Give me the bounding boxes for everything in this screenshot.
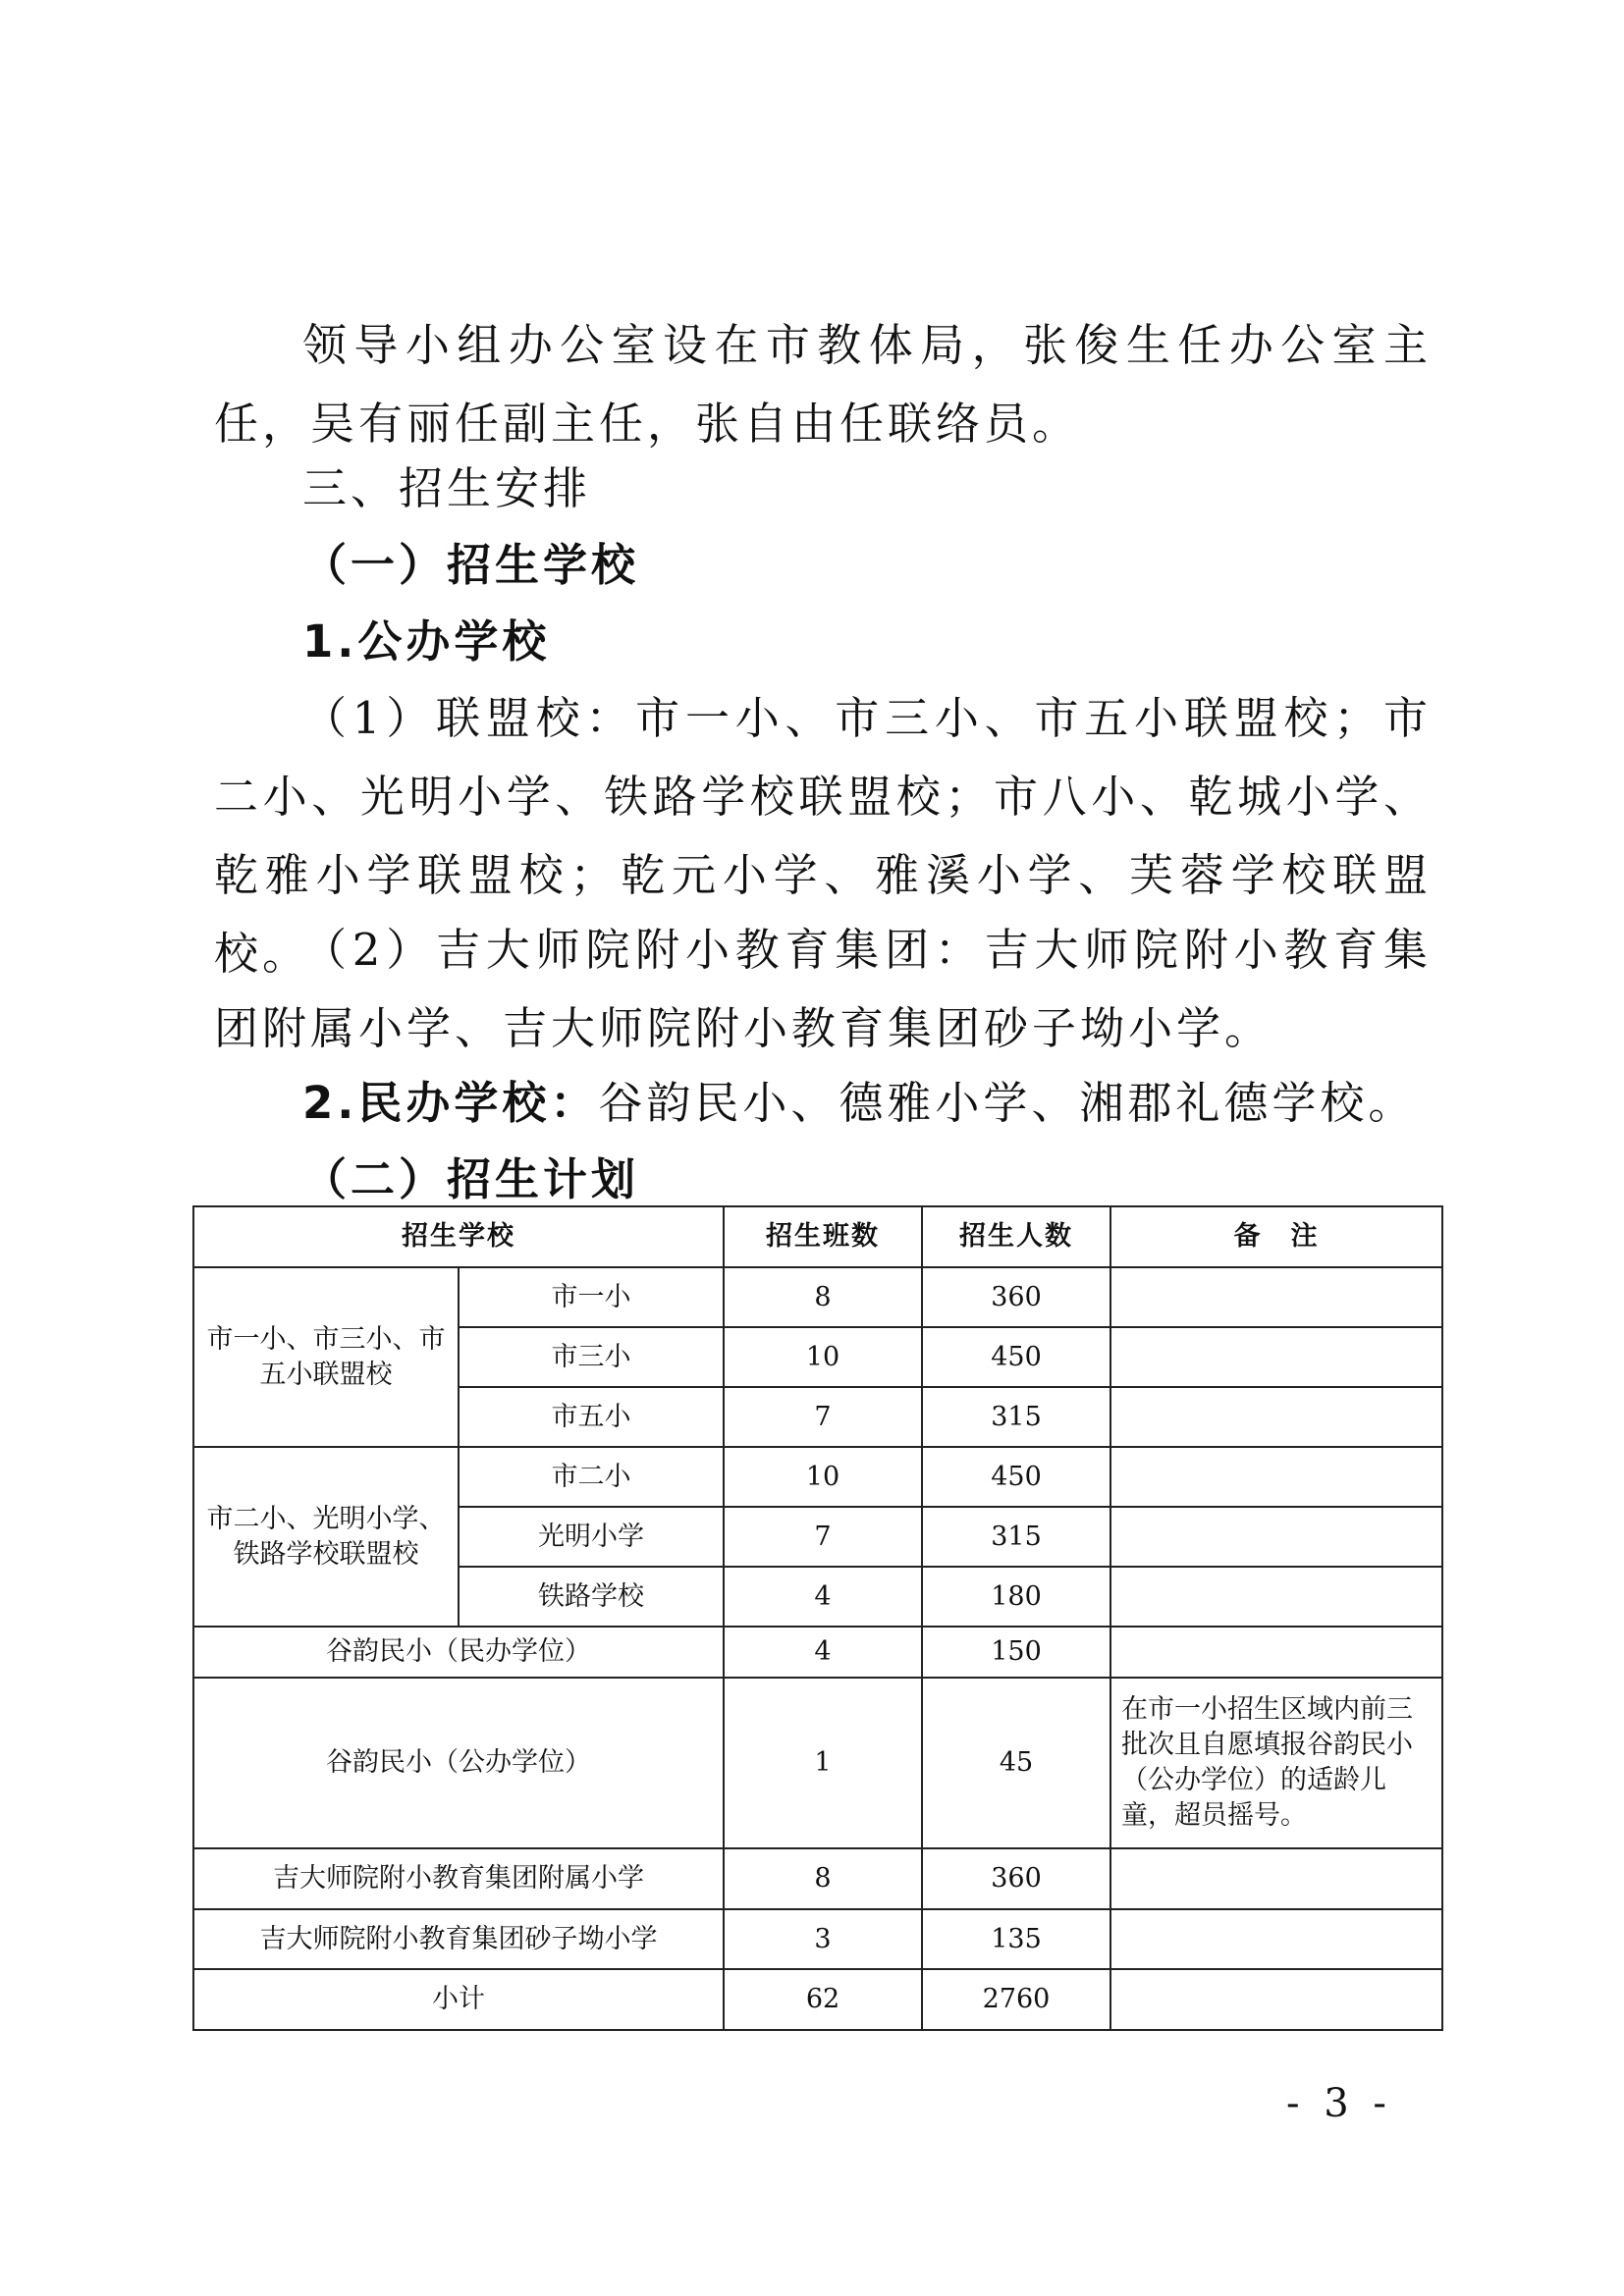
header-notes: 备 注 <box>1110 1206 1442 1267</box>
notes-cell <box>1110 1848 1442 1909</box>
classes-cell: 8 <box>724 1267 922 1327</box>
table-row <box>193 1447 1442 1507</box>
total-students-cell: 2760 <box>922 1969 1110 2030</box>
students-cell: 450 <box>922 1447 1110 1507</box>
paragraph-alliance-schools: （1）联盟校：市一小、市三小、市五小联盟校；市二小、光明小学、铁路学校联盟校；市八小、乾城小学、乾雅小学联盟校；乾元小学、雅溪小学、芙蓉学校联盟校。 <box>214 692 1432 980</box>
notes-cell <box>1110 1969 1442 2030</box>
classes-cell: 4 <box>724 1627 922 1678</box>
notes-cell <box>1110 1327 1442 1387</box>
private-schools-label: 2.民办学校： <box>302 1077 599 1129</box>
students-cell: 150 <box>922 1627 1110 1678</box>
school-cell: 市一小 <box>459 1267 724 1327</box>
classes-cell: 10 <box>724 1327 922 1387</box>
classes-cell: 7 <box>724 1387 922 1447</box>
table-row <box>193 1909 1442 1969</box>
notes-cell <box>1110 1627 1442 1678</box>
classes-cell: 4 <box>724 1567 922 1627</box>
notes-cell <box>1110 1909 1442 1969</box>
students-cell: 450 <box>922 1327 1110 1387</box>
group-name-cell: 市一小、市三小、市五小联盟校 <box>193 1267 459 1447</box>
table-row <box>193 1627 1442 1678</box>
total-label-cell: 小计 <box>193 1969 724 2030</box>
notes-cell <box>1110 1267 1442 1327</box>
notes-cell <box>1110 1387 1442 1447</box>
heading-enrollment-plan: （二）招生计划 <box>302 1153 640 1205</box>
students-cell: 315 <box>922 1387 1110 1447</box>
header-classes: 招生班数 <box>724 1206 922 1267</box>
school-cell: 光明小学 <box>459 1507 724 1567</box>
school-cell: 谷韵民小（公办学位） <box>193 1678 724 1848</box>
school-cell: 市二小 <box>459 1447 724 1507</box>
students-cell: 360 <box>922 1848 1110 1909</box>
table-total-row <box>193 1969 1442 2030</box>
table-row <box>193 1267 1442 1327</box>
notes-cell: 在市一小招生区域内前三批次且自愿填报谷韵民小（公办学位）的适龄儿童，超员摇号。 <box>1110 1678 1442 1848</box>
heading-public-schools: 1.公办学校 <box>302 615 551 667</box>
page-number: - 3 - <box>1286 2081 1392 2126</box>
students-cell: 180 <box>922 1567 1110 1627</box>
school-cell: 谷韵民小（民办学位） <box>193 1627 724 1678</box>
notes-cell <box>1110 1447 1442 1507</box>
heading-enrollment-schools: （一）招生学校 <box>302 539 640 591</box>
enrollment-plan-table <box>192 1205 1443 2031</box>
paragraph-education-group: （2）吉大师院附小教育集团：吉大师院附小教育集团附属小学、吉大师院附小教育集团砂子坳小学。 <box>214 924 1432 1054</box>
classes-cell: 8 <box>724 1848 922 1909</box>
students-cell: 135 <box>922 1909 1110 1969</box>
header-school: 招生学校 <box>193 1206 724 1267</box>
school-cell: 市五小 <box>459 1387 724 1447</box>
group-name-cell: 市二小、光明小学、铁路学校联盟校 <box>193 1447 459 1627</box>
school-cell: 吉大师院附小教育集团附属小学 <box>193 1848 724 1909</box>
notes-cell <box>1110 1507 1442 1567</box>
paragraph-private-schools <box>302 1064 1416 1143</box>
heading-enrollment-arrangement: 三、招生安排 <box>302 462 592 514</box>
classes-cell: 1 <box>724 1678 922 1848</box>
notes-cell <box>1110 1567 1442 1627</box>
header-students: 招生人数 <box>922 1206 1110 1267</box>
students-cell: 45 <box>922 1678 1110 1848</box>
classes-cell: 3 <box>724 1909 922 1969</box>
classes-cell: 10 <box>724 1447 922 1507</box>
classes-cell: 7 <box>724 1507 922 1567</box>
school-cell: 市三小 <box>459 1327 724 1387</box>
students-cell: 315 <box>922 1507 1110 1567</box>
table-header-row <box>193 1206 1442 1267</box>
paragraph-office: 领导小组办公室设在市教体局，张俊生任办公室主任，吴有丽任副主任，张自由任联络员。 <box>214 319 1432 450</box>
total-classes-cell: 62 <box>724 1969 922 2030</box>
private-schools-text: 谷韵民小、德雅小学、湘郡礼德学校。 <box>598 1077 1417 1129</box>
school-cell: 铁路学校 <box>459 1567 724 1627</box>
students-cell: 360 <box>922 1267 1110 1327</box>
school-cell: 吉大师院附小教育集团砂子坳小学 <box>193 1909 724 1969</box>
table-row <box>193 1848 1442 1909</box>
table-row <box>193 1678 1442 1848</box>
